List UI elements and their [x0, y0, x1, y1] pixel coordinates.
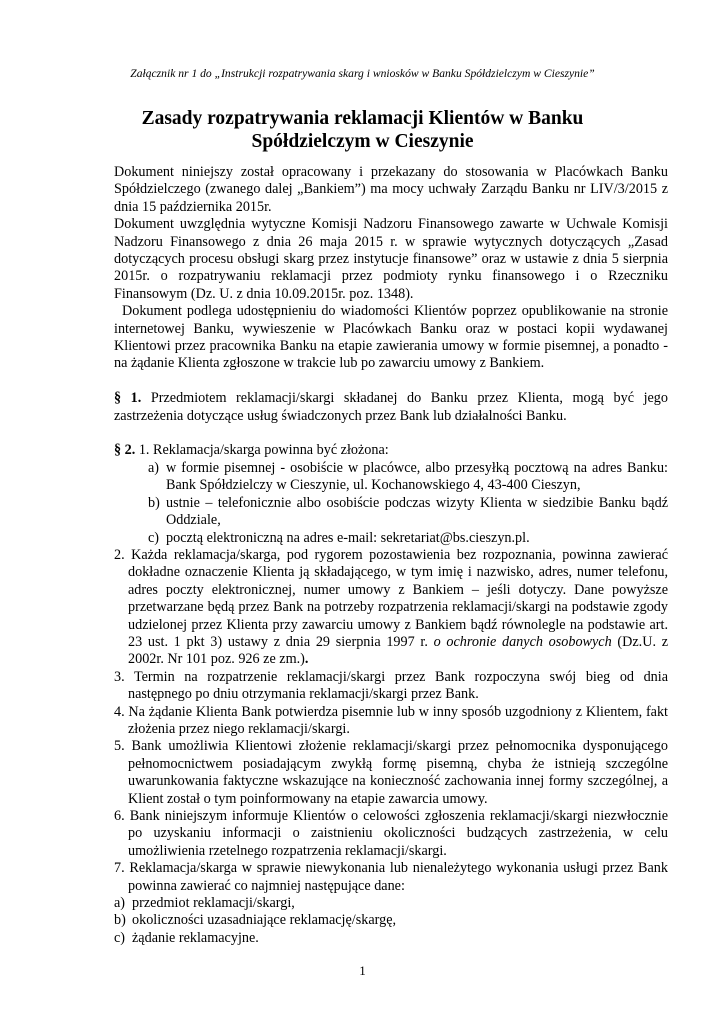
title-line-2: Spółdzielczym w Cieszynie	[251, 131, 474, 152]
document-body	[114, 164, 668, 947]
list-item-text: okoliczności uzasadniające reklamację/skargę,	[132, 912, 397, 929]
item-2-act-title: o ochronie danych osobowych	[433, 633, 612, 650]
title-line-1: Zasady rozpatrywania reklamacji Klientów w Banku	[141, 108, 584, 129]
submission-forms-list	[114, 460, 668, 547]
section-2-item-7: 7. Reklamacja/skarga w sprawie niewykonania lub nienależytego wykonania usługi przez Bank powinna zawierać co najmniej następujące dane:	[114, 860, 668, 894]
section-2-intro	[114, 442, 668, 459]
list-marker: b)	[148, 494, 160, 511]
intro-paragraph-2: Dokument uwzględnia wytyczne Komisji Nadzoru Finansowego zawarte w Uchwale Komisji Nadzoru Finansowego z dnia 26 maja 2015 r. w sprawie wytycznych dotyczących „Zasad dotyczących procesu obsługi skarg przez instytucje finansowe” oraz w ustawie z dnia 5 sierpnia 2015r. o rozpatrywaniu reklamacji przez podmioty rynku finansowego i o Rzeczniku Finansowym (Dz. U. z dnia 10.09.2015r. poz. 1348).	[114, 216, 668, 302]
item-2-end: .	[304, 651, 309, 668]
list-item-text: przedmiot reklamacji/skargi,	[132, 895, 295, 912]
section-2-label: § 2.	[114, 442, 136, 459]
section-1	[114, 390, 668, 425]
list-item	[148, 530, 668, 547]
intro-paragraph-3: Dokument podlega udostępnieniu do wiadomości Klientów poprzez opublikowanie na stronie internetowej Banku, wywieszenie w Placówkach Banku oraz w postaci kopii wydawanej Klientowi przez pracownika Banku na etapie zawierania umowy w formie pisemnej, a ponadto - na żądanie Klienta zgłoszone w trakcie lub po zawarciu umowy z Bankiem.	[114, 303, 668, 372]
page-number: 1	[359, 963, 366, 978]
list-marker: a)	[114, 895, 126, 912]
attachment-note: Załącznik nr 1 do „Instrukcji rozpatrywania skarg i wniosków w Banku Spółdzielczym w Cieszynie”	[130, 67, 595, 80]
section-2-item-2	[114, 547, 668, 669]
intro-paragraph-1: Dokument niniejszy został opracowany i przekazany do stosowania w Placówkach Banku Spółdzielczego (zwanego dalej „Bankiem”) ma mocy uchwały Zarządu Banku nr LIV/3/2015 z dnia 15 października 2015r.	[114, 164, 668, 215]
section-2-item-6: 6. Bank niniejszym informuje Klientów o celowości zgłoszenia reklamacji/skargi niezwłocznie po uzyskaniu informacji o zaistnieniu okoliczności budzących zastrzeżenia, w celu umożliwienia rzetelnego rozpatrzenia reklamacji/skargi.	[114, 808, 668, 859]
list-marker: a)	[148, 459, 160, 476]
section-1-label: § 1.	[114, 390, 142, 407]
list-item	[114, 895, 668, 912]
list-item-text: w formie pisemnej - osobiście w placówce, albo przesyłką pocztową na adres Banku: Bank Spółdzielczy w Cieszynie, ul. Kochanowskiego 4, 43-400 Cieszyn,	[166, 459, 668, 494]
list-item	[148, 495, 668, 530]
list-item	[114, 912, 668, 929]
list-marker: c)	[114, 929, 126, 946]
list-item	[148, 460, 668, 495]
list-item	[114, 930, 668, 947]
list-marker: c)	[148, 529, 160, 546]
document-title	[80, 107, 645, 153]
item-2-citation: (Dz.U. z 2002r. Nr 101 poz. 926 ze zm.)	[128, 633, 669, 668]
list-item-text: pocztą elektroniczną na adres e-mail: sekretariat@bs.cieszyn.pl.	[166, 529, 530, 546]
item-2-text: 2. Każda reklamacja/skarga, pod rygorem pozostawienia bez rozpoznania, powinna zawierać dokładne oznaczenie Klienta ją składającego, w tym imię i nazwisko, adres, numer telefonu, adres poczty elektronicznej, numer umowy z Bankiem – jeśli dotyczy. Dane powyższe przetwarzane będą przez Bank na potrzeby rozpatrzenia reklamacji/skargi na podstawie zgody udzielonej przez Klienta przy zawarciu umowy z Bankiem bądź równolegle na podstawie art. 23 ust. 1 pkt 3) ustawy z dnia 29 sierpnia 1997 r.	[114, 546, 668, 650]
required-data-list	[114, 895, 668, 947]
section-2-item-4: 4. Na żądanie Klienta Bank potwierdza pisemnie lub w inny sposób uzgodniony z Klientem, fakt złożenia przez niego reklamacji/skargi.	[114, 703, 668, 737]
section-2-item-3: 3. Termin na rozpatrzenie reklamacji/skargi przez Bank rozpoczyna swój bieg od dnia następnego po dniu otrzymania reklamacji/skargi przez Bank.	[114, 668, 668, 703]
section-1-text: Przedmiotem reklamacji/skargi składanej do Banku przez Klienta, mogą być jego zastrzeżenia dotyczące usług świadczonych przez Bank lub działalności Banku.	[114, 390, 668, 424]
list-item-text: ustnie – telefonicznie albo osobiście podczas wizyty Klienta w siedzibie Banku bądź Oddziale,	[166, 494, 668, 529]
section-2-intro-text: 1. Reklamacja/skarga powinna być złożona:	[135, 442, 389, 459]
section-2-item-5: 5. Bank umożliwia Klientowi złożenie reklamacji/skargi przez pełnomocnika dysponującego pełnomocnictwem posiadającym zwykłą formę pisemną, chyba że istnieją szczególne uwarunkowania faktyczne wskazujące na konieczność zachowania innej formy szczególnej, a Klient został o tym poinformowany na etapie zawarcia umowy.	[114, 738, 668, 807]
list-item-text: żądanie reklamacyjne.	[132, 929, 259, 946]
list-marker: b)	[114, 912, 126, 929]
